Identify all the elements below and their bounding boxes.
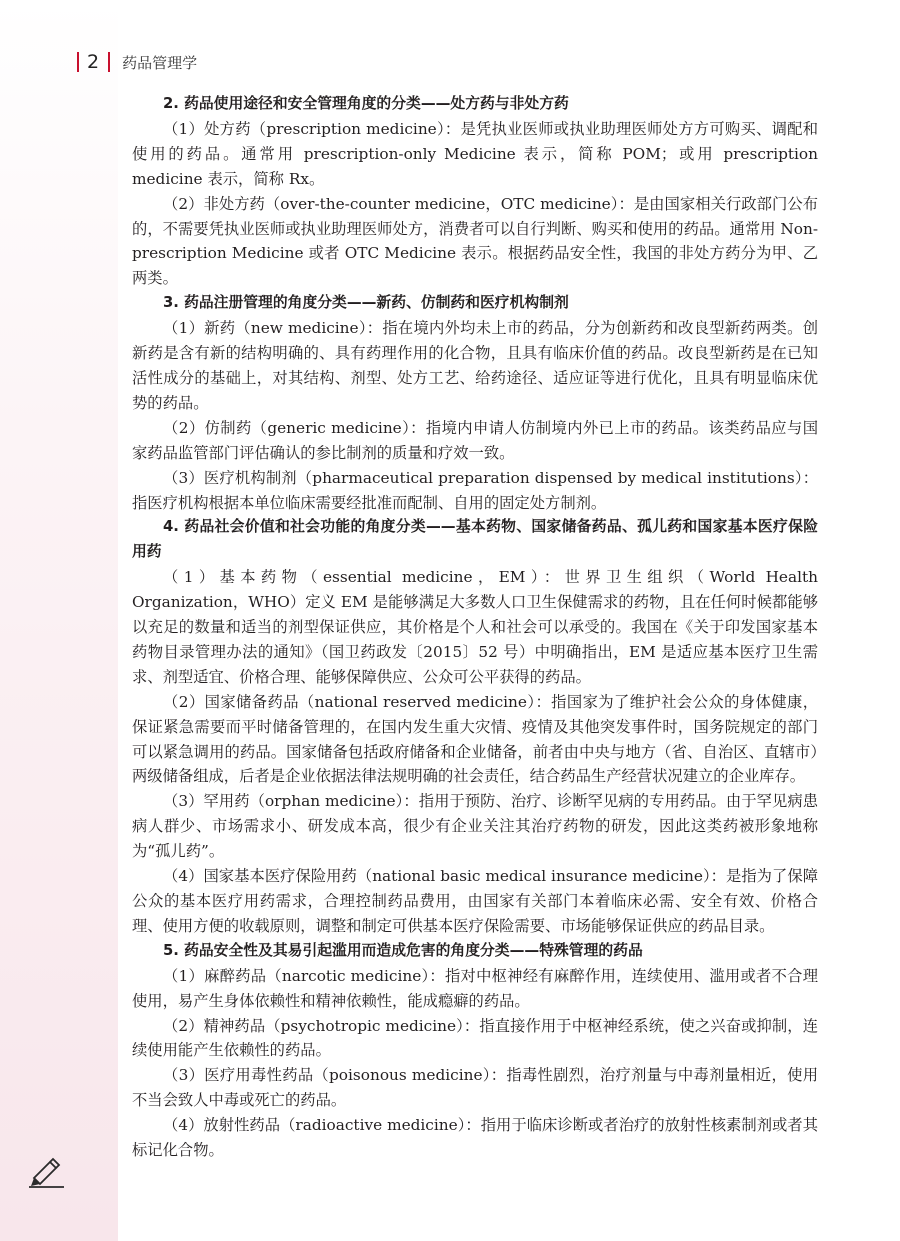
section-heading: 3. 药品注册管理的角度分类——新药、仿制药和医疗机构制剂 xyxy=(163,294,569,312)
paragraph: （1）处方药（prescription medicine）：是凭执业医师或执业助理医师处方方可购买、调配和使用的药品。通常用 prescription-only Medicine 表示，简称 POM；或用 prescription medicine 表示，简称 Rx。 xyxy=(132,119,818,188)
paragraph: （2）仿制药（generic medicine）：指境内申请人仿制境内外已上市的药品。该类药品应与国家药品监管部门评估确认的参比制剂的质量和疗效一致。 xyxy=(132,418,818,462)
page-body xyxy=(132,92,818,1163)
page-number: 2 xyxy=(87,51,100,73)
section-heading: 4. 药品社会价值和社会功能的角度分类——基本药物、国家储备药品、孤儿药和国家基本医疗保险用药 xyxy=(132,518,818,561)
header-divider xyxy=(108,52,110,72)
section-heading: 2. 药品使用途径和安全管理角度的分类——处方药与非处方药 xyxy=(163,95,569,112)
paragraph: （1）麻醉药品（narcotic medicine）：指对中枢神经有麻醉作用，连续使用、滥用或者不合理使用，易产生身体依赖性和精神依赖性，能成瘾癖的药品。 xyxy=(132,966,818,1010)
paragraph: （2）精神药品（psychotropic medicine）：指直接作用于中枢神经系统，使之兴奋或抑制，连续使用能产生依赖性的药品。 xyxy=(132,1016,818,1060)
paragraph: （1）基本药物（essential medicine，EM）：世界卫生组织（World Health Organization，WHO）定义 EM 是能够满足大多数人口卫生保健需求的药物，且在任何时候都能够以充足的数量和适当的剂型保证供应，其价格是个人和社会可以承受的。我国在《关于印发国家基本药物目录管理办法的通知》（国卫药政发〔2015〕52 号）中明确指出，EM 是适应基本医疗卫生需求、剂型适宜、价格合理、能够保障供应、公众可公平获得的药品。 xyxy=(132,568,818,686)
book-title: 药品管理学 xyxy=(122,53,198,72)
header-divider xyxy=(77,52,79,72)
page-header xyxy=(0,48,400,76)
pen-nib-icon xyxy=(26,1156,66,1188)
paragraph: （3）罕用药（orphan medicine）：指用于预防、治疗、诊断罕见病的专用药品。由于罕见病患病人群少、市场需求小、研发成本高，很少有企业关注其治疗药物的研发，因此这类药被形象地称为“孤儿药”。 xyxy=(132,792,818,861)
section-heading: 5. 药品安全性及其易引起滥用而造成危害的角度分类——特殊管理的药品 xyxy=(163,941,643,959)
paragraph: （3）医疗机构制剂（pharmaceutical preparation dispensed by medical institutions）：指医疗机构根据本单位临床需要经批准而配制、自用的固定处方制剂。 xyxy=(132,468,818,512)
paragraph: （3）医疗用毒性药品（poisonous medicine）：指毒性剧烈，治疗剂量与中毒剂量相近，使用不当会致人中毒或死亡的药品。 xyxy=(132,1066,818,1110)
side-band xyxy=(0,0,118,1241)
paragraph: （2）国家储备药品（national reserved medicine）：指国家为了维护社会公众的身体健康，保证紧急需要而平时储备管理的，在国内发生重大灾情、疫情及其他突发事件时，国务院规定的部门可以紧急调用的药品。国家储备包括政府储备和企业储备，前者由中央与地方（省、自治区、直辖市）两级储备组成，后者是企业依据法律法规明确的社会责任，结合药品生产经营状况建立的企业库存。 xyxy=(132,692,818,786)
paragraph: （4）国家基本医疗保险用药（national basic medical insurance medicine）：是指为了保障公众的基本医疗用药需求，合理控制药品费用，由国家有关部门本着临床必需、安全有效、价格合理、使用方便的收载原则，调整和制定可供基本医疗保险需要、市场能够保证供应的药品目录。 xyxy=(132,867,818,935)
paragraph: （1）新药（new medicine）：指在境内外均未上市的药品，分为创新药和改良型新药两类。创新药是含有新的结构明确的、具有药理作用的化合物，且具有临床价值的药品。改良型新药是在已知活性成分的基础上，对其结构、剂型、处方工艺、给药途径、适应证等进行优化，且具有明显临床优势的药品。 xyxy=(132,319,818,412)
paragraph: （4）放射性药品（radioactive medicine）：指用于临床诊断或者治疗的放射性核素制剂或者其标记化合物。 xyxy=(132,1116,818,1160)
paragraph: （2）非处方药（over-the-counter medicine，OTC medicine）：是由国家相关行政部门公布的，不需要凭执业医师或执业助理医师处方，消费者可以自行判断、购买和使用的药品。通常用 Non-prescription Medicine 或者 OTC Medicine 表示。根据药品安全性，我国的非处方药分为甲、乙两类。 xyxy=(132,194,818,288)
